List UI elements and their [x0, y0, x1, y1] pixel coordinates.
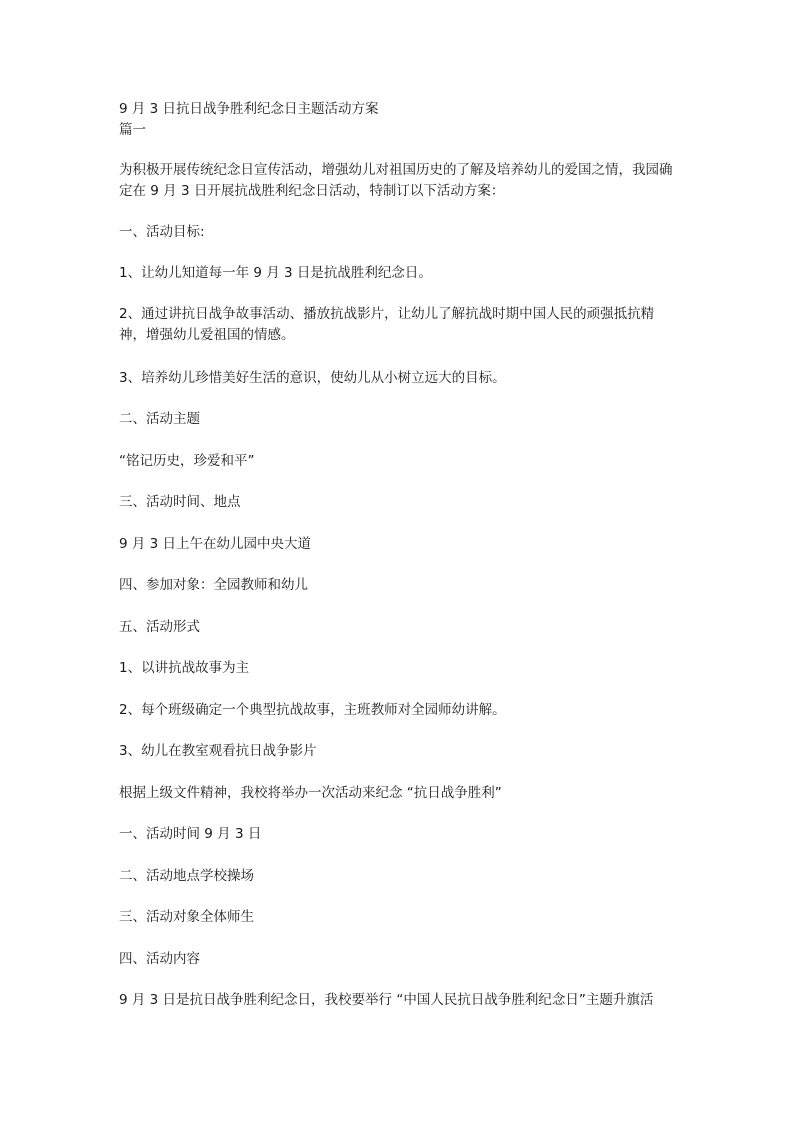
time-place-text: 9 月 3 日上午在幼儿园中央大道: [119, 536, 312, 552]
intro-paragraph: 为积极开展传统纪念日宣传活动，增强幼儿对祖国历史的了解及培养幼儿的爱国之情，我园确定在 9 月 3 日开展抗战胜利纪念日活动，特制订以下活动方案：: [119, 162, 673, 199]
goal-item-3: 3、培养幼儿珍惜美好生活的意识，使幼儿从小树立远大的目标。: [119, 370, 506, 386]
section-heading-participants: 四、参加对象：全园教师和幼儿: [119, 577, 308, 593]
theme-text: “铭记历史，珍爱和平”: [119, 453, 255, 469]
document-subtitle: 篇一: [119, 122, 146, 138]
goal-item-2: 2、通过讲抗日战争故事活动、播放抗战影片，让幼儿了解抗战时期中国人民的顽强抵抗精神，增强幼儿爱祖国的情感。: [119, 306, 655, 343]
section-heading-theme: 二、活动主题: [119, 411, 200, 427]
document-title: 9 月 3 日抗日战争胜利纪念日主题活动方案: [119, 101, 379, 117]
format-item-2: 2、每个班级确定一个典型抗战故事，主班教师对全园师幼讲解。: [119, 702, 506, 718]
second-plan-time: 一、活动时间 9 月 3 日: [119, 826, 262, 842]
goal-item-1: 1、让幼儿知道每一年 9 月 3 日是抗战胜利纪念日。: [119, 265, 432, 281]
section-heading-format: 五、活动形式: [119, 619, 200, 635]
second-plan-intro: 根据上级文件精神，我校将举办一次活动来纪念 “抗日战争胜利”: [119, 785, 502, 801]
second-plan-content-heading: 四、活动内容: [119, 951, 200, 967]
format-item-3: 3、幼儿在教室观看抗日战争影片: [119, 743, 317, 759]
section-heading-time-place: 三、活动时间、地点: [119, 494, 241, 510]
section-heading-goals: 一、活动目标:: [119, 224, 205, 240]
second-plan-place: 二、活动地点学校操场: [119, 868, 254, 884]
second-plan-content-text: 9 月 3 日是抗日战争胜利纪念日，我校要举行 “中国人民抗日战争胜利纪念日”主题升旗活: [119, 992, 654, 1008]
second-plan-participants: 三、活动对象全体师生: [119, 909, 254, 925]
format-item-1: 1、以讲抗战故事为主: [119, 660, 250, 676]
